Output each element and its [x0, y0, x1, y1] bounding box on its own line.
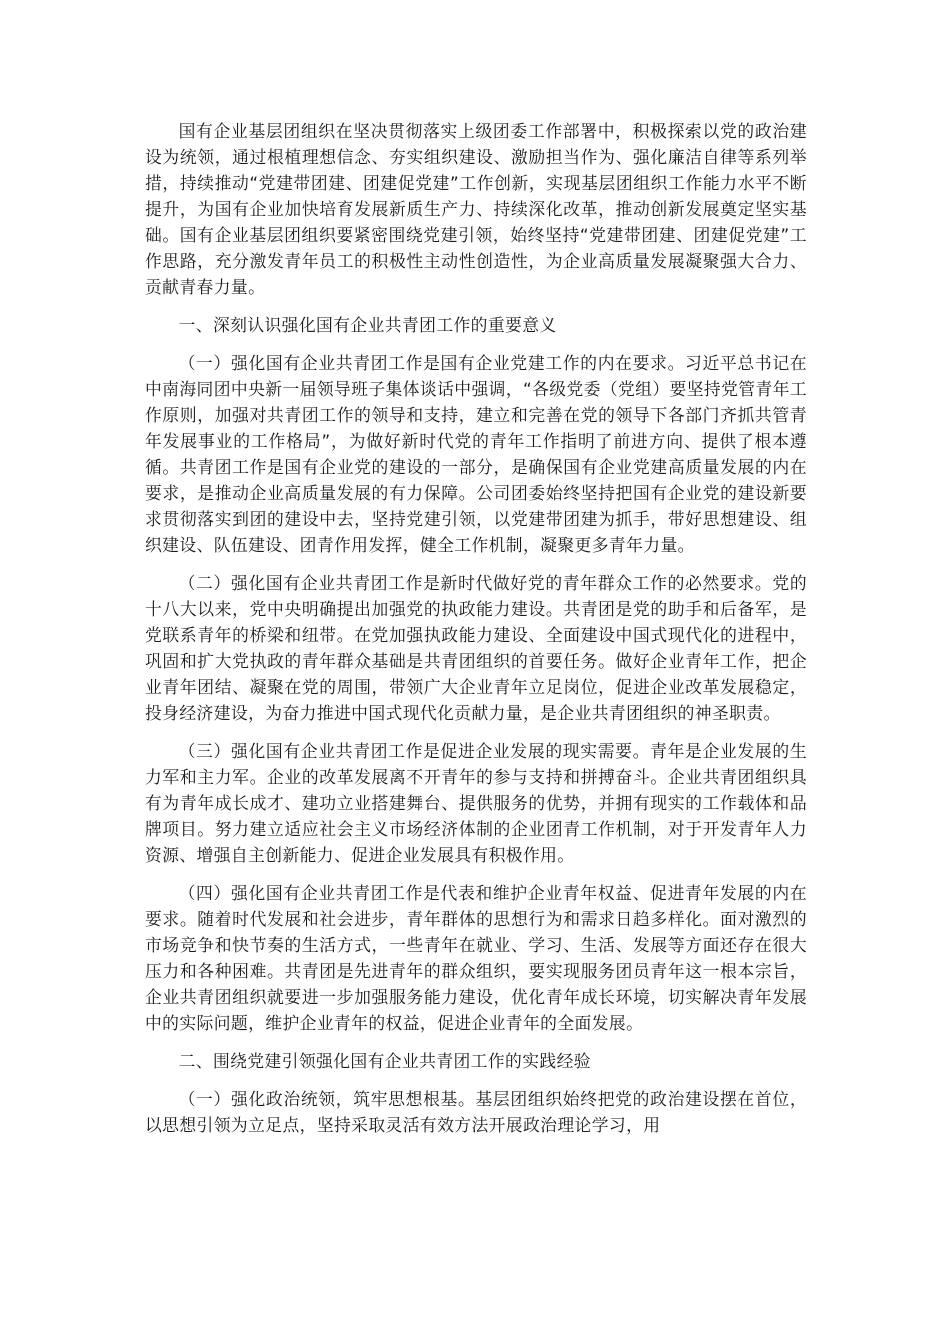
section-1-heading: 一、深刻认识强化国有企业共青团工作的重要意义 — [178, 315, 557, 335]
section-1-paragraph-2: （二）强化国有企业共青团工作是新时代做好党的青年群众工作的必然要求。党的十八大以来，党中央明确提出加强党的执政能力建设。共青团是党的助手和后备军，是党联系青年的桥梁和纽带。在党加强执政能力建设、全面建设中国式现代化的进程中，巩固和扩大党执政的青年群众基础是共青团组织的首要任务。做好企业青年工作，把企业青年团结、凝聚在党的周围，带领广大企业青年立足岗位，促进企业改革发展稳定，投身经济建设，为奋力推进中国式现代化贡献力量，是企业共青团组织的神圣职责。 — [145, 573, 807, 723]
intro-paragraph: 国有企业基层团组织在坚决贯彻落实上级团委工作部署中，积极探索以党的政治建设为统领，通过根植理想信念、夯实组织建设、激励担当作为、强化廉洁自律等系列举措，持续推动“党建带团建、团建促党建”工作创新，实现基层团组织工作能力水平不断提升，为国有企业加快培育发展新质生产力、持续深化改革，推动创新发展奠定坚实基础。国有企业基层团组织要紧密围绕党建引领，始终坚持“党建带团建、团建促党建”工作思路，充分激发青年员工的积极性主动性创造性，为企业高质量发展凝聚强大合力、贡献青春力量。 — [145, 121, 807, 297]
section-2-paragraph-1: （一）强化政治统领，筑牢思想根基。基层团组织始终把党的政治建设摆在首位，以思想引领为立足点，坚持采取灵活有效方法开展政治理论学习，用 — [145, 1089, 807, 1135]
section-1-paragraph-1: （一）强化国有企业共青团工作是国有企业党建工作的内在要求。习近平总书记在中南海同团中央新一届领导班子集体谈话中强调，“各级党委（党组）要坚持党管青年工作原则，加强对共青团工作的领导和支持，建立和完善在党的领导下各部门齐抓共管青年发展事业的工作格局”，为做好新时代党的青年工作指明了前进方向、提供了根本遵循。共青团工作是国有企业党的建设的一部分，是确保国有企业党建高质量发展的内在要求，是推动企业高质量发展的有力保障。公司团委始终坚持把国有企业党的建设新要求贯彻落实到团的建设中去，坚持党建引领，以党建带团建为抓手，带好思想建设、组织建设、队伍建设、团青作用发挥，健全工作机制，凝聚更多青年力量。 — [145, 353, 807, 555]
section-1-paragraph-3: （三）强化国有企业共青团工作是促进企业发展的现实需要。青年是企业发展的生力军和主力军。企业的改革发展离不开青年的参与支持和拼搏奋斗。企业共青团组织具有为青年成长成才、建功立业搭建舞台、提供服务的优势，并拥有现实的工作载体和品牌项目。努力建立适应社会主义市场经济体制的企业团青工作机制，对于开发青年人力资源、增强自主创新能力、促进企业发展具有积极作用。 — [145, 741, 807, 865]
section-2-heading: 二、围绕党建引领强化国有企业共青团工作的实践经验 — [178, 1051, 591, 1071]
document-body — [145, 118, 807, 1150]
section-1-paragraph-4: （四）强化国有企业共青团工作是代表和维护企业青年权益、促进青年发展的内在要求。随着时代发展和社会进步，青年群体的思想行为和需求日趋多样化。面对激烈的市场竞争和快节奏的生活方式，一些青年在就业、学习、生活、发展等方面还存在很大压力和各种困难。共青团是先进青年的群众组织，要实现服务团员青年这一根本宗旨，企业共青团组织就要进一步加强服务能力建设，优化青年成长环境，切实解决青年发展中的实际问题，维护企业青年的权益，促进企业青年的全面发展。 — [145, 883, 807, 1033]
